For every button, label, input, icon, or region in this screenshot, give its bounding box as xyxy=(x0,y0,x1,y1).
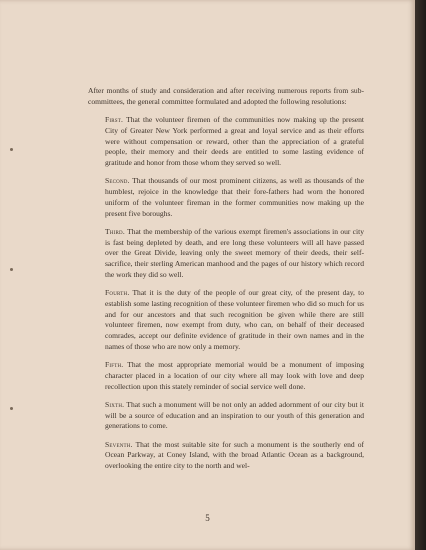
resolution-label: Sixth. xyxy=(105,399,125,409)
resolution-text: That the most suitable site for such a monument is the southerly end of Ocean Parkway, at Coney Island, with the broad Atlantic Ocean as a background, overlooking the entire city to the north and wel- xyxy=(105,439,364,470)
resolution-third xyxy=(88,227,364,281)
resolution-text: That the most appropriate memorial would be a monument of imposing character placed in a location of our city where all may look with love and deep recollection upon this stately reminder of social service well done. xyxy=(105,360,364,391)
resolution-label: Second. xyxy=(105,176,130,186)
resolution-text: That the volunteer firemen of the communities now making up the present City of Greater New York performed a great and loyal service and as their efforts were without compensation or reward, other than the appreciation of a grateful people, their memory and their deeds are entitled to some lasting evidence of gratitude and honor from those whom they served so well. xyxy=(105,115,364,167)
resolution-text: That it is the duty of the people of our great city, of the present day, to establish some lasting recognition of these volunteer firemen who did so much for us and for our ancestors and that such recognition be given while there are still volunteer firemen, now exempt from duty, who can, on behalf of their deceased comrades, accept our definite evidence of gratitude in their own names and in the names of those who are now only a memory. xyxy=(105,288,364,351)
body-text xyxy=(88,86,364,479)
resolution-text: That thousands of our most prominent citizens, as well as thousands of the humblest, rejoice in the knowledge that their fore-fathers had worn the honored uniform of the volunteer fireman in the former communities now making up the present five boroughs. xyxy=(105,176,364,218)
resolution-text: That such a monument will be not only an added adornment of our city but it will be a source of education and an inspiration to our youth of this generation and generations to come. xyxy=(105,399,364,431)
intro-paragraph: After months of study and consideration and after receiving numerous reports from sub-committees, the general committee formulated and adopted the following resolutions: xyxy=(88,86,364,106)
resolution-fifth xyxy=(88,360,364,392)
resolution-label: First. xyxy=(105,115,124,124)
resolution-label: Fifth. xyxy=(105,360,124,369)
margin-mark xyxy=(10,148,13,151)
resolution-sixth xyxy=(88,400,364,432)
resolution-label: Third. xyxy=(105,226,125,236)
page-number: 5 xyxy=(205,513,210,523)
resolution-seventh xyxy=(88,440,364,472)
resolution-fourth xyxy=(88,288,364,353)
resolution-first xyxy=(88,115,364,169)
resolution-text: That the membership of the various exempt firemen's associations in our city is fast being depleted by death, and ere long these volunteers will all have passed over the Great Divide, leaving only the sweet memory of their deeds, their self-sacrifice, their sterling American manhood and the pages of our history which record the work they did so well. xyxy=(105,226,364,279)
resolution-label: Seventh. xyxy=(105,439,133,449)
book-binding-edge xyxy=(415,0,426,550)
margin-mark xyxy=(10,407,13,410)
resolution-second xyxy=(88,176,364,219)
margin-mark xyxy=(10,268,13,271)
resolution-label: Fourth. xyxy=(105,288,130,297)
